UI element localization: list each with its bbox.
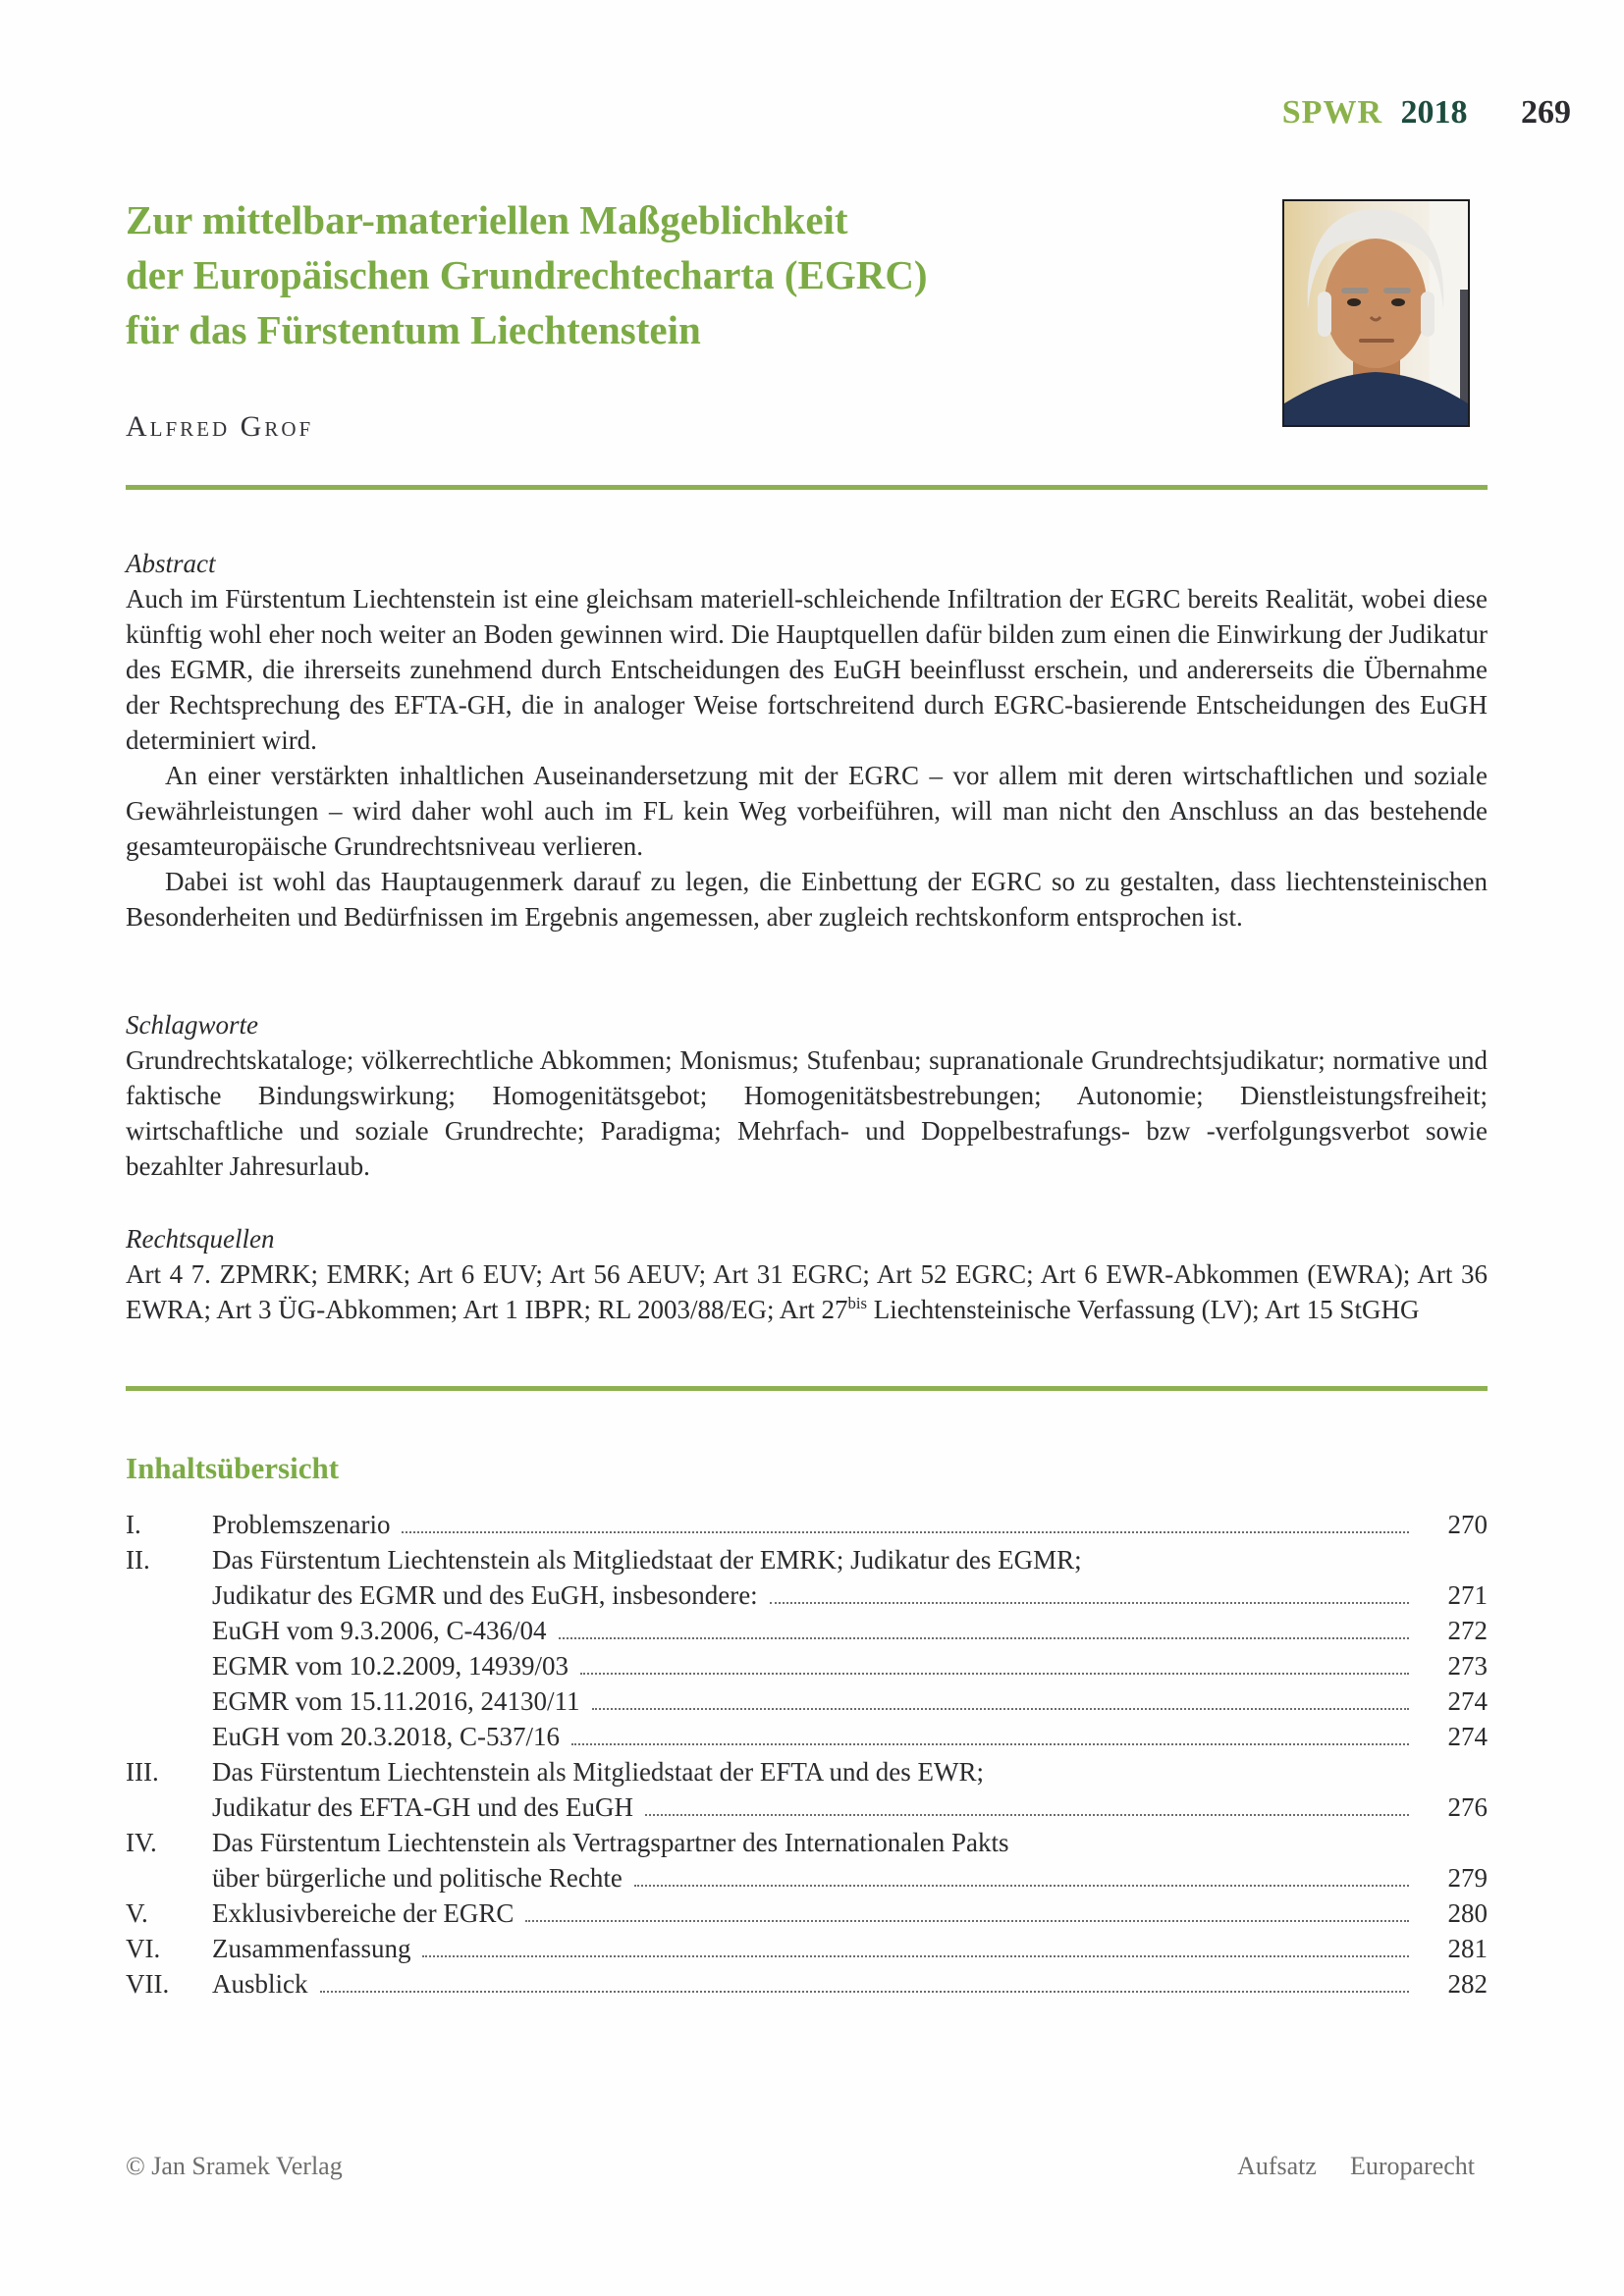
toc-entry-label: Ausblick: [212, 1969, 308, 1999]
toc-entry: [126, 1828, 1488, 1863]
toc-entry: [126, 1722, 1488, 1757]
keywords-text: Grundrechtskataloge; völkerrechtliche Abkommen; Monismus; Stufenbau; supranationale Grundrechtsjudikatur; normative und faktische Bindungswirkung; Homogenitätsgebot; Homogenitätsbestrebungen; Autonomie; Dienstleistungsfreiheit; wirtschaftliche und soziale Grundrechte; Paradigma; Mehrfach- und Doppelbestrafungs- bzw -verfolgungsverbot sowie bezahlter Jahresurlaub.: [126, 1045, 1488, 1181]
toc-dotted-leader: [592, 1708, 1409, 1710]
divider-rule-bottom: [126, 1386, 1488, 1391]
toc-entry-page-number: 279: [1447, 1863, 1488, 1893]
toc-entry-label: Judikatur des EGMR und des EuGH, insbesondere:: [212, 1580, 758, 1610]
toc-entry-numeral: V.: [126, 1898, 148, 1928]
toc-dotted-leader: [634, 1885, 1409, 1887]
sources-section: [126, 1221, 1488, 1327]
toc-entry-label: Problemszenario: [212, 1510, 391, 1539]
toc-entry-label: über bürgerliche und politische Rechte: [212, 1863, 623, 1893]
folio-page-number: 269: [1521, 94, 1571, 131]
toc-entry-page-number: 273: [1447, 1651, 1488, 1681]
abstract-paragraph-2: An einer verstärkten inhaltlichen Auseinandersetzung mit der EGRC – vor allem mit deren wirtschaftlichen und soziale Gewährleistungen – wird daher wohl auch im FL kein Weg vorbeiführen, will man nicht den Anschluss an das bestehende gesamteuropäische Grundrechtsniveau verlieren.: [126, 761, 1488, 861]
abstract-heading: Abstract: [126, 549, 216, 578]
abstract-paragraph-3: Dabei ist wohl das Hauptaugenmerk darauf zu legen, die Einbettung der EGRC so zu gestalten, dass liechtensteinischen Besonderheiten und Bedürfnissen im Ergebnis angemessen, aber zugleich rechtskonform entsprochen ist.: [126, 867, 1488, 932]
abstract-paragraph-1: Auch im Fürstentum Liechtenstein ist eine gleichsam materiell-schleichende Infiltration der EGRC bereits Realität, wobei diese künftig wohl eher noch weiter an Boden gewinnen wird. Die Hauptquellen dafür bilden zum einen die Einwirkung der Judikatur des EGMR, die ihrerseits zunehmend durch Entscheidungen des EuGH beeinflusst erschein, und andererseits die Übernahme der Rechtsprechung des EFTA-GH, die in analoger Weise fortschreitend durch EGRC-basierende Entscheidungen des EuGH determiniert wird.: [126, 584, 1488, 755]
sources-text-part1: Art 4 7. ZPMRK; EMRK; Art 6 EUV; Art 56 AEUV; Art 31 EGRC; Art 52 EGRC; Art 6 EWR-Abkommen (EWRA); Art 36 EWRA; Art 3 ÜG-Abkommen; Art 1 IBPR; RL 2003/88/EG; Art 27: [126, 1259, 1488, 1324]
toc-entry-page-number: 270: [1447, 1510, 1488, 1539]
toc-dotted-leader: [580, 1673, 1409, 1675]
toc-dotted-leader: [422, 1955, 1409, 1957]
toc-heading: Inhaltsübersicht: [126, 1451, 340, 1485]
toc-entry: [126, 1545, 1488, 1580]
toc-entry-label: EuGH vom 20.3.2018, C-537/16: [212, 1722, 560, 1751]
title-line-2: der Europäischen Grundrechtecharta (EGRC): [126, 252, 928, 297]
keywords-heading: Schlagworte: [126, 1010, 258, 1040]
toc-entry-page-number: 280: [1447, 1898, 1488, 1928]
toc-entry-label: EGMR vom 10.2.2009, 14939/03: [212, 1651, 569, 1681]
toc-entry-page-number: 274: [1447, 1686, 1488, 1716]
toc-entry: [126, 1651, 1488, 1686]
toc-entry-numeral: IV.: [126, 1828, 157, 1857]
table-of-contents: [126, 1510, 1488, 2004]
sources-heading: Rechtsquellen: [126, 1224, 275, 1254]
toc-entry-numeral: III.: [126, 1757, 159, 1787]
toc-dotted-leader: [320, 1991, 1410, 1993]
toc-entry-page-number: 282: [1447, 1969, 1488, 1999]
footer-category-labels: [1204, 2152, 1475, 2181]
toc-entry-page-number: 274: [1447, 1722, 1488, 1751]
author-photo: [1282, 199, 1470, 427]
journal-abbrev: SPWR: [1281, 94, 1382, 131]
abstract-section: [126, 546, 1488, 934]
toc-dotted-leader: [559, 1637, 1410, 1639]
footer-section: Europarecht: [1349, 2152, 1475, 2180]
toc-entry-label: Das Fürstentum Liechtenstein als Mitgliedstaat der EFTA und des EWR;: [212, 1757, 984, 1787]
toc-entry: [126, 1969, 1488, 2004]
divider-rule-top: [126, 485, 1488, 490]
toc-dotted-leader: [645, 1814, 1409, 1816]
toc-entry-numeral: VI.: [126, 1934, 161, 1963]
journal-year: 2018: [1400, 94, 1468, 131]
toc-entry-label: Zusammenfassung: [212, 1934, 411, 1963]
toc-dotted-leader: [770, 1602, 1409, 1604]
toc-entry: [126, 1898, 1488, 1934]
toc-dotted-leader: [402, 1531, 1409, 1533]
toc-entry-page-number: 276: [1447, 1792, 1488, 1822]
title-line-1: Zur mittelbar-materiellen Maßgeblichkeit: [126, 197, 848, 242]
toc-entry: [126, 1510, 1488, 1545]
running-head: [126, 94, 1571, 132]
toc-entry-label: Das Fürstentum Liechtenstein als Vertragspartner des Internationalen Pakts: [212, 1828, 1009, 1857]
sources-superscript: bis: [847, 1294, 868, 1312]
toc-entry-label: Das Fürstentum Liechtenstein als Mitgliedstaat der EMRK; Judikatur des EGMR;: [212, 1545, 1082, 1575]
toc-entry-page-number: 272: [1447, 1616, 1488, 1645]
toc-entry-numeral: I.: [126, 1510, 141, 1539]
page-footer: [126, 2152, 1475, 2181]
toc-entry-numeral: VII.: [126, 1969, 170, 1999]
toc-entry-numeral: II.: [126, 1545, 150, 1575]
page-title: [126, 192, 1255, 357]
sources-text-part2: Liechtensteinische Verfassung (LV); Art 15 StGHG: [867, 1295, 1420, 1324]
toc-entry: [126, 1792, 1488, 1828]
toc-entry-page-number: 271: [1447, 1580, 1488, 1610]
sources-text: [126, 1256, 1488, 1327]
toc-entry-label: EGMR vom 15.11.2016, 24130/11: [212, 1686, 580, 1716]
copyright-notice: © Jan Sramek Verlag: [126, 2152, 343, 2180]
author-name: Alfred Grof: [126, 410, 314, 443]
toc-entry: [126, 1757, 1488, 1792]
toc-entry-label: EuGH vom 9.3.2006, C-436/04: [212, 1616, 547, 1645]
toc-entry: [126, 1863, 1488, 1898]
toc-entry: [126, 1934, 1488, 1969]
toc-entry: [126, 1616, 1488, 1651]
toc-entry: [126, 1580, 1488, 1616]
toc-dotted-leader: [571, 1743, 1409, 1745]
toc-entry-page-number: 281: [1447, 1934, 1488, 1963]
toc-entry: [126, 1686, 1488, 1722]
footer-category: Aufsatz: [1237, 2152, 1317, 2180]
keywords-section: [126, 1007, 1488, 1184]
toc-entry-label: Exklusivbereiche der EGRC: [212, 1898, 514, 1928]
toc-dotted-leader: [525, 1920, 1409, 1922]
title-line-3: für das Fürstentum Liechtenstein: [126, 307, 701, 352]
author-portrait-illustration: [1284, 201, 1468, 425]
toc-entry-label: Judikatur des EFTA-GH und des EuGH: [212, 1792, 634, 1822]
